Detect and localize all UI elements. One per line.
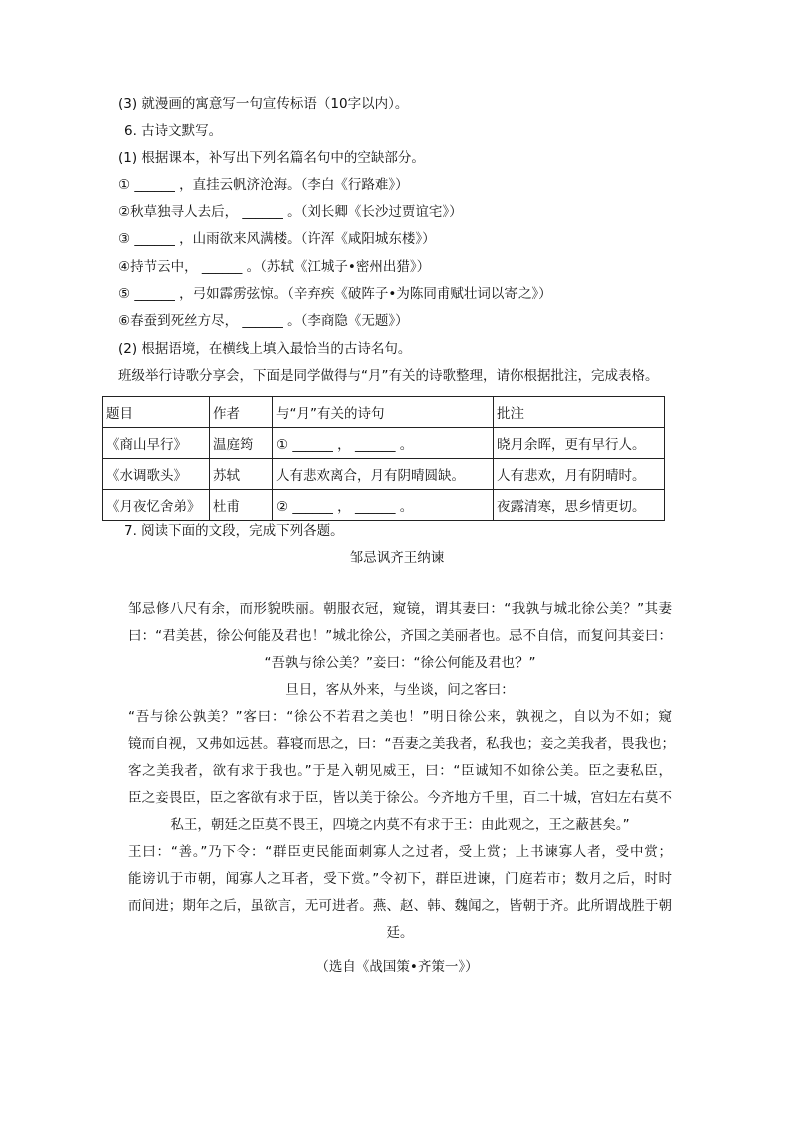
passage-line: 邹忌修八尺有余，而形貌昳丽。朝服衣冠，窥镜，谓其妻曰：“我孰与城北徐公美？”其妻 (128, 601, 672, 617)
fill-blank-2: ②秋草独寻人去后， ______ 。（刘长卿《长沙过贾谊宅》） (118, 204, 463, 220)
table-header-row (103, 397, 665, 428)
cell-verse: ① ______ ， ______ 。 (273, 428, 494, 459)
table-row (103, 428, 665, 459)
fill-blank-6: ⑥春蚕到死丝方尽， ______ 。（李商隐《无题》） (118, 313, 409, 329)
header-title: 题目 (103, 397, 210, 428)
passage-line: 而间进；期年之后，虽欲言，无可进者。燕、赵、韩、魏闻之，皆朝于齐。此所谓战胜于朝 (128, 898, 672, 914)
header-verse: 与“月”有关的诗句 (273, 397, 494, 428)
passage-line: 廷。 (386, 925, 414, 941)
header-author: 作者 (210, 397, 273, 428)
poem-table (102, 396, 665, 521)
passage-line: 曰：“君美甚，徐公何能及君也！”城北徐公，齐国之美丽者也。忌不自信，而复问其妾曰： (128, 628, 672, 644)
passage-line: “吾与徐公孰美？”客曰：“徐公不若君之美也！”明日徐公来，孰视之，自以为不如；窥 (128, 709, 672, 725)
passage-title: 邹忌讽齐王纳谏 (349, 550, 445, 566)
table-row (103, 490, 665, 521)
cell-title: 《月夜忆舍弟》 (103, 490, 210, 521)
passage-line: “吾孰与徐公美？”妾曰：“徐公何能及君也？” (264, 655, 536, 671)
passage-source: （选自《战国策•齐策一》） (315, 959, 479, 975)
passage-line: 王曰：“善。”乃下令：“群臣吏民能面刺寡人之过者，受上赏；上书谏寡人者，受中赏； (128, 844, 672, 860)
question-6-part-1: (1) 根据课本，补写出下列名篇名句中的空缺部分。 (118, 150, 425, 166)
question-6-heading: 6. 古诗文默写。 (124, 123, 223, 139)
table-intro: 班级举行诗歌分享会，下面是同学做得与“月”有关的诗歌整理，请你根据批注，完成表格。 (118, 368, 659, 384)
fill-blank-3: ③ ______ ，山雨欲来风满楼。（许浑《咸阳城东楼》） (118, 231, 436, 247)
header-note: 批注 (494, 397, 665, 428)
table-row (103, 459, 665, 490)
cell-verse: ② ______ ， ______ 。 (273, 490, 494, 521)
cell-note: 人有悲欢，月有阴晴时。 (494, 459, 665, 490)
cell-author: 杜甫 (210, 490, 273, 521)
cell-title: 《水调歌头》 (103, 459, 210, 490)
passage-line: 臣之妾畏臣，臣之客欲有求于臣，皆以美于徐公。今齐地方千里，百二十城，宫妇左右莫不 (128, 790, 672, 806)
passage-line: 客之美我者，欲有求于我也。”于是入朝见威王，曰：“臣诚知不如徐公美。臣之妻私臣， (128, 763, 672, 779)
cell-author: 温庭筠 (210, 428, 273, 459)
fill-blank-4: ④持节云中， ______ 。（苏轼《江城子•密州出猎》） (118, 259, 431, 275)
fill-blank-5: ⑤ ______ ，弓如霹雳弦惊。（辛弃疾《破阵子•为陈同甫赋壮词以寄之》） (118, 286, 552, 302)
cell-title: 《商山早行》 (103, 428, 210, 459)
passage-line: 旦日，客从外来，与坐谈，问之客曰： (285, 682, 515, 698)
passage-line: 私王，朝廷之臣莫不畏王，四境之内莫不有求于王：由此观之，王之蔽甚矣。” (170, 817, 630, 833)
question-3-prompt: (3) 就漫画的寓意写一句宣传标语（10字以内）。 (118, 96, 409, 112)
fill-blank-1: ① ______ ，直挂云帆济沧海。（李白《行路难》） (118, 177, 409, 193)
cell-verse: 人有悲欢离合，月有阴晴圆缺。 (273, 459, 494, 490)
question-6-part-2: (2) 根据语境，在横线上填入最恰当的古诗名句。 (118, 341, 412, 357)
cell-note: 晓月余晖，更有早行人。 (494, 428, 665, 459)
cell-note: 夜露清寒，思乡情更切。 (494, 490, 665, 521)
passage-body (128, 596, 675, 947)
cell-author: 苏轼 (210, 459, 273, 490)
passage-line: 镜而自视，又弗如远甚。暮寝而思之，曰：“吾妻之美我者，私我也；妾之美我者，畏我也； (128, 736, 675, 752)
question-7-heading: 7. 阅读下面的文段，完成下列各题。 (124, 523, 344, 539)
passage-line: 能谤讥于市朝，闻寡人之耳者，受下赏。”令初下，群臣进谏，门庭若市；数月之后，时时 (128, 871, 672, 887)
